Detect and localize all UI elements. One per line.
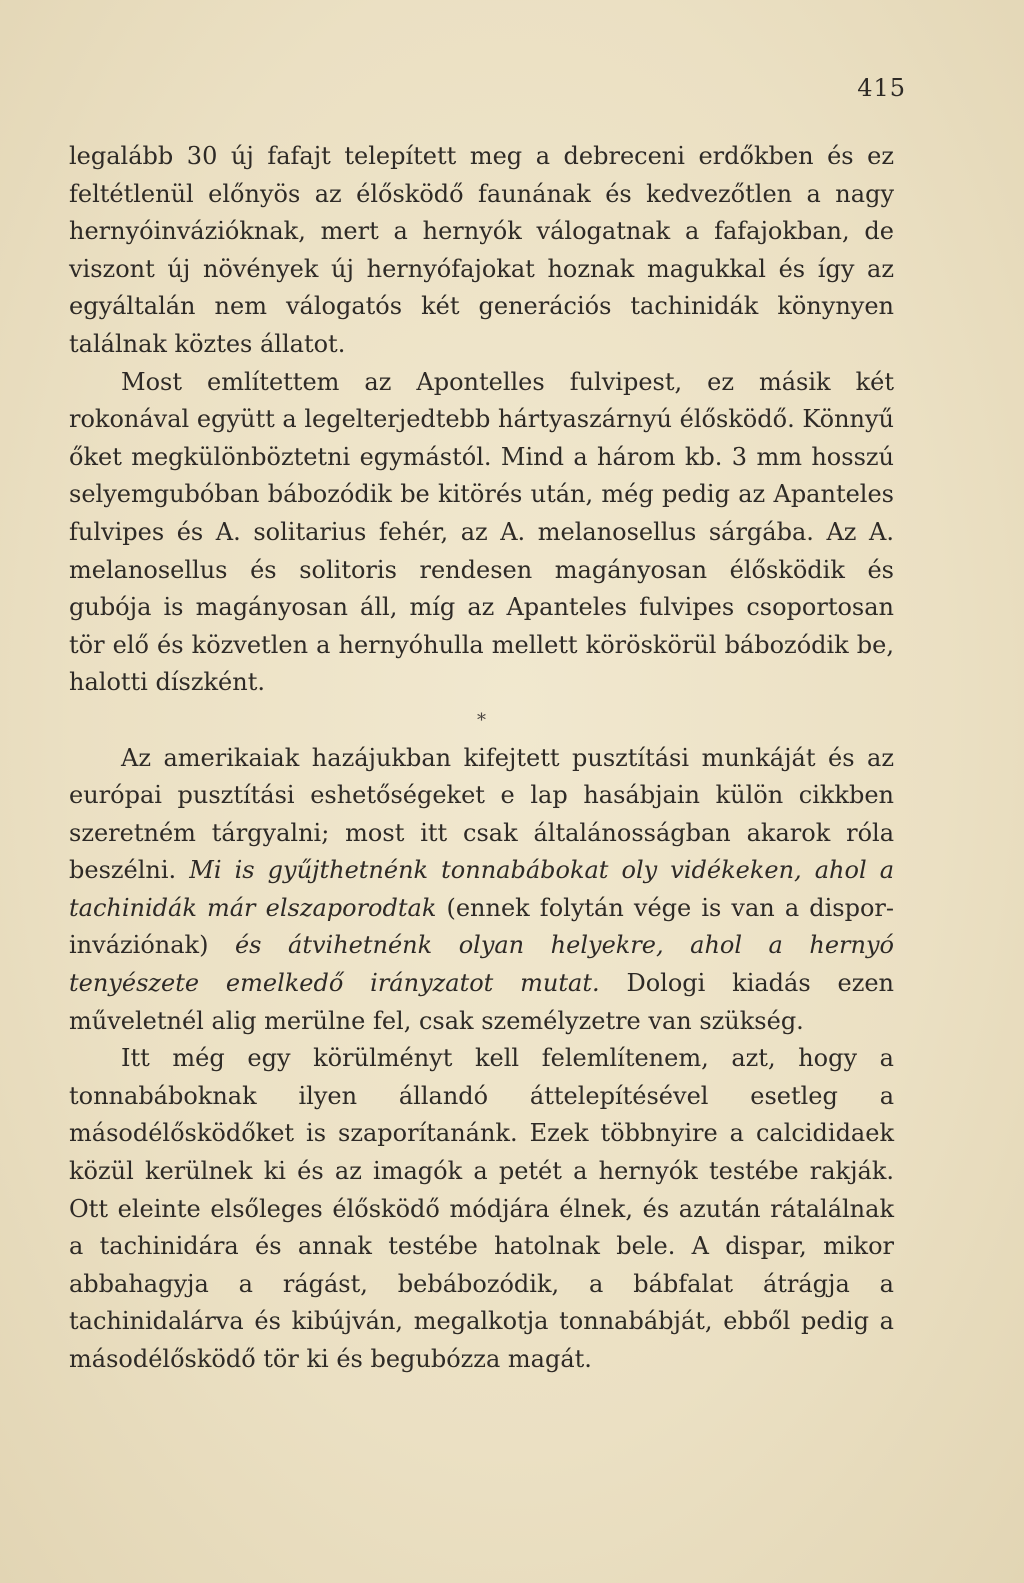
paragraph-3 <box>69 740 894 1041</box>
paragraph-1: legalább 30 új fafajt telepített meg a debreceni erdőkben és ez feltétlenül előnyös az élősködő faunának és kedvezőtlen a nagy hernyóinvázióknak, mert a hernyók válogatnak a fafajokban, de viszont új növények új hernyófajokat hoznak magukkal és így az egyáltalán nem válogatós két generációs tachinidák könynyen találnak köztes állatot. <box>69 142 894 358</box>
paragraph-3-text-3: Dologi kiadás ezen műveletnél alig merülne fel, csak személyzetre van szükség. <box>69 969 895 1035</box>
page-number: 415 <box>857 74 906 102</box>
body-text <box>69 138 894 1379</box>
section-separator: * <box>477 709 486 731</box>
paragraph-4: Itt még egy körülményt kell felemlítenem, azt, hogy a tonnabáboknak ilyen állandó áttelepítésével esetleg a másodélősködőket is szaporítanánk. Ezek többnyire a calcididaek közül kerülnek ki és az imagók a petét a hernyók testébe rakják. Ott eleinte elsőleges élősködő módjára élnek, és azután rátalálnak a tachinidára és annak testébe hatolnak bele. A dispar, mikor abbahagyja a rágást, bebábozódik, a bábfalat átrágja a tachinidalárva és kibújván, megalkotja tonnabábját, ebből pedig a másodélősködő tör ki és begubózza magát. <box>69 1044 894 1373</box>
paragraph-3-italic-1: Mi is gyűjthetnénk tonnabábokat oly vidékeken, ahol a tachinidák már elszaporodtak <box>69 856 894 922</box>
paragraph-3-text-1: Az amerikaiak hazájukban kifejtett pusztítási munkáját és az európai pusztítási eshetőségeket e lap hasábjain külön cikkben szeretném tárgyalni; most itt csak általánosságban akarok róla beszélni. <box>69 743 894 885</box>
paragraph-2: Most említettem az Apontelles fulvipest, ez másik két rokonával együtt a legelterjedtebb hártyaszárnyú élősködő. Könnyű őket megkülönböztetni egymástól. Mind a három kb. 3 mm hosszú selyemgubóban bábozódik be kitörés után, még pedig az Apanteles fulvipes és A. solitarius fehér, az A. melanosellus sárgába. Az A. melanosellus és solitoris rendesen magányosan élősködik és gubója is magányosan áll, míg az Apanteles fulvipes csoportosan tör elő és közvetlen a hernyóhulla mellett köröskörül bábozódik be, halotti díszként. <box>69 367 894 697</box>
paragraph-3-text-2: (ennek folytán vége is van a dispor-inváziónak) <box>69 893 895 960</box>
paragraph-3-italic-2: és átvihetnénk olyan helyekre, ahol a hernyó tenyészete emelkedő irányzatot mutat. <box>69 931 894 998</box>
